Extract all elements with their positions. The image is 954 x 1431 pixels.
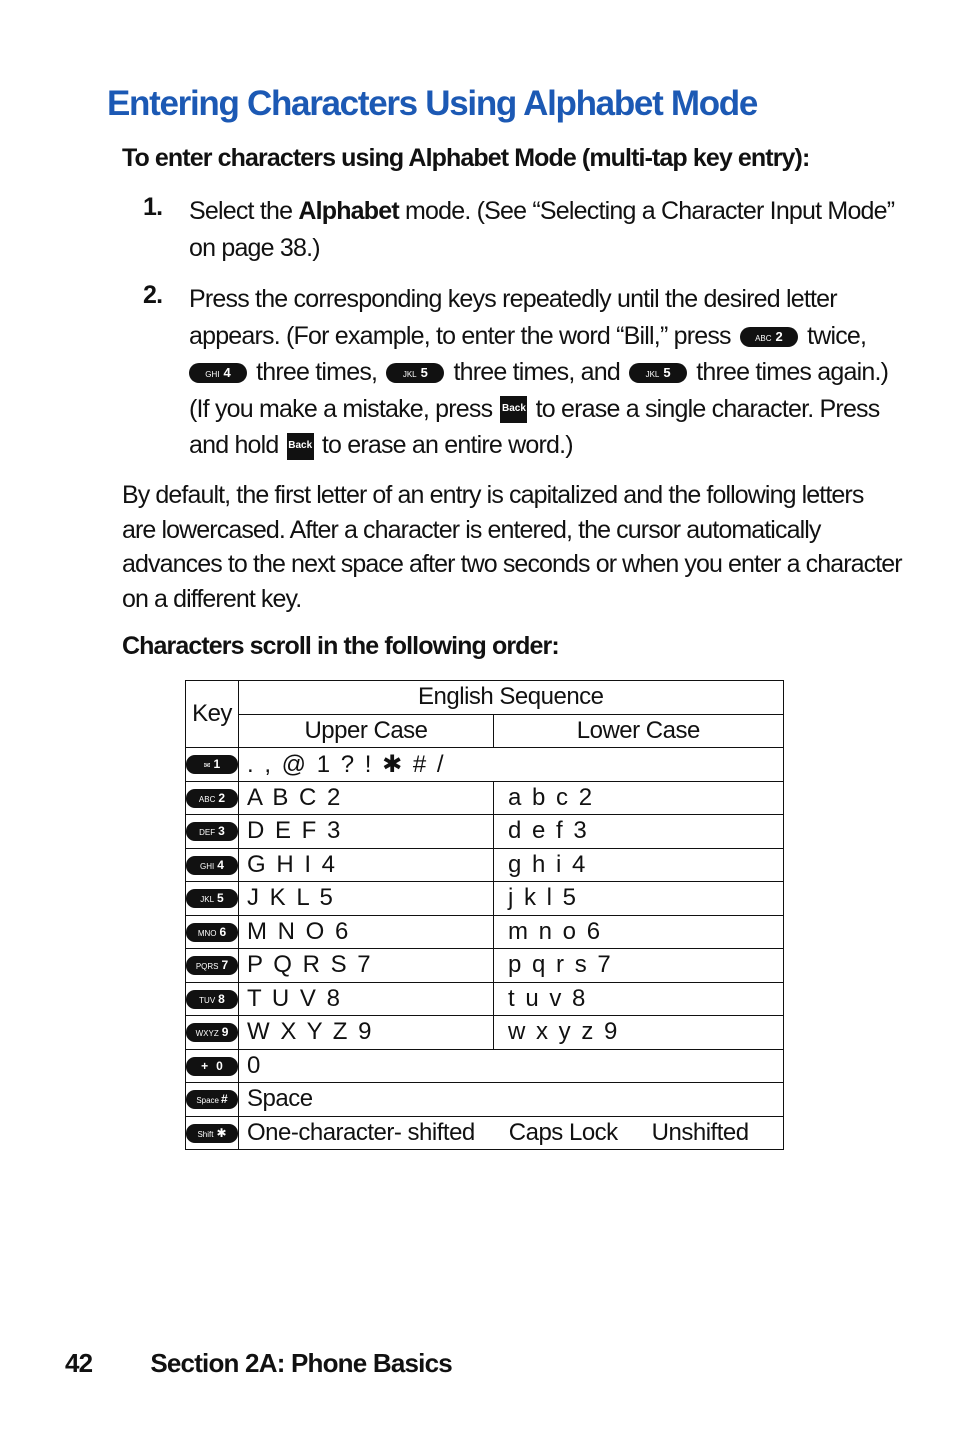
step-text: three times again.) — [696, 358, 889, 386]
key-2-icon: ABC 2 — [186, 789, 238, 808]
body-paragraph — [122, 478, 902, 617]
step-text: and hold — [189, 431, 279, 459]
table-row — [186, 949, 784, 983]
sequence-cell: Space — [239, 1083, 784, 1117]
paragraph-line: By default, the first letter of an entry is capitalized and the following letters — [122, 481, 864, 509]
mode-name: Alphabet — [298, 197, 399, 225]
lower-case-header: Lower Case — [494, 714, 784, 748]
lower-case-cell: t u v 8 — [494, 982, 784, 1016]
step-text: (If you make a mistake, press — [189, 394, 493, 423]
abc-2-key-icon: ABC 2 — [740, 327, 798, 347]
instructions-heading: To enter characters using Alphabet Mode (multi-tap key entry): — [122, 144, 810, 172]
paragraph-line: advances to the next space after two seconds or when you enter a character — [122, 550, 902, 579]
shift-option-unshifted: Unshifted — [651, 1118, 749, 1146]
table-row — [186, 982, 784, 1016]
lower-case-cell: m n o 6 — [494, 915, 784, 949]
character-order-table — [185, 680, 784, 1150]
jkl-5-key-icon: JKL 5 — [386, 363, 444, 383]
key-9-icon: WXYZ 9 — [186, 1023, 238, 1042]
space-pound-key-icon: Space # — [186, 1090, 238, 1109]
section-title: Section 2A: Phone Basics — [150, 1348, 452, 1378]
step-text: mode. (See “Selecting a Character Input Mode” — [398, 197, 895, 225]
lower-case-cell: d e f 3 — [494, 815, 784, 849]
table-row — [186, 781, 784, 815]
step-number: 1. — [143, 193, 163, 221]
upper-case-cell: M N O 6 — [239, 915, 494, 949]
paragraph-line: on a different key. — [122, 585, 302, 614]
table-row — [186, 1049, 784, 1083]
sequence-cell: . , @ 1 ? ! ✱ # / — [239, 748, 784, 782]
upper-case-cell: P Q R S 7 — [239, 949, 494, 983]
lower-case-cell: a b c 2 — [494, 781, 784, 815]
key-3-icon: DEF 3 — [186, 822, 238, 841]
page-number: 42 — [65, 1348, 93, 1378]
key-4-icon: GHI 4 — [186, 856, 238, 875]
table-row — [186, 1083, 784, 1117]
table-row — [186, 882, 784, 916]
table-row — [186, 1116, 784, 1150]
shift-star-key-icon: Shift ✱ — [186, 1124, 238, 1143]
upper-case-cell: A B C 2 — [239, 781, 494, 815]
english-sequence-header: English Sequence — [239, 681, 784, 715]
jkl-5-key-icon: JKL 5 — [629, 363, 687, 383]
key-5-icon: JKL 5 — [186, 889, 238, 908]
back-key-icon: Back — [287, 433, 314, 460]
table-row — [186, 848, 784, 882]
upper-case-cell: W X Y Z 9 — [239, 1016, 494, 1050]
lower-case-cell: p q r s 7 — [494, 949, 784, 983]
sequence-cell: 0 — [239, 1049, 784, 1083]
key-0-icon: + 0 — [186, 1057, 238, 1076]
upper-case-header: Upper Case — [239, 714, 494, 748]
key-8-icon: TUV 8 — [186, 990, 238, 1009]
upper-case-cell: D E F 3 — [239, 815, 494, 849]
upper-case-cell: J K L 5 — [239, 882, 494, 916]
table-header-row — [186, 681, 784, 715]
lower-case-cell: w x y z 9 — [494, 1016, 784, 1050]
shift-option-caps-lock: Caps Lock — [508, 1118, 618, 1146]
back-key-icon: Back — [500, 396, 527, 423]
lower-case-cell: g h i 4 — [494, 848, 784, 882]
shift-options-cell — [239, 1116, 784, 1150]
table-row — [186, 915, 784, 949]
ghi-4-key-icon: GHI 4 — [189, 363, 247, 383]
step-text: Press the corresponding keys repeatedly until the desired letter — [189, 285, 837, 313]
step-text: on page 38.) — [189, 233, 320, 262]
upper-case-cell: T U V 8 — [239, 982, 494, 1016]
table-subheader-row — [186, 714, 784, 748]
table-row — [186, 748, 784, 782]
table-heading: Characters scroll in the following order: — [122, 632, 559, 660]
page-title: Entering Characters Using Alphabet Mode — [107, 84, 758, 123]
table-row — [186, 1016, 784, 1050]
step-text: three times, and — [453, 358, 620, 386]
table-row — [186, 815, 784, 849]
lower-case-cell: j k l 5 — [494, 882, 784, 916]
key-column-header: Key — [186, 681, 239, 748]
step-text: appears. (For example, to enter the word “Bill,” press — [189, 321, 731, 350]
step-text: three times, — [256, 358, 378, 386]
step-text: to erase a single character. Press — [535, 394, 880, 423]
step-text: Select the — [189, 197, 299, 225]
paragraph-line: are lowercased. After a character is entered, the cursor automatically — [122, 515, 821, 544]
shift-option-one-character: One-character- shifted — [247, 1118, 475, 1146]
page-footer — [65, 1348, 452, 1379]
key-1-icon: ✉ 1 — [186, 755, 238, 774]
step-text: twice, — [807, 321, 867, 350]
step-text: to erase an entire word.) — [321, 431, 573, 459]
key-6-icon: MNO 6 — [186, 923, 238, 942]
upper-case-cell: G H I 4 — [239, 848, 494, 882]
step-number: 2. — [143, 281, 163, 309]
key-7-icon: PQRS 7 — [186, 956, 238, 975]
